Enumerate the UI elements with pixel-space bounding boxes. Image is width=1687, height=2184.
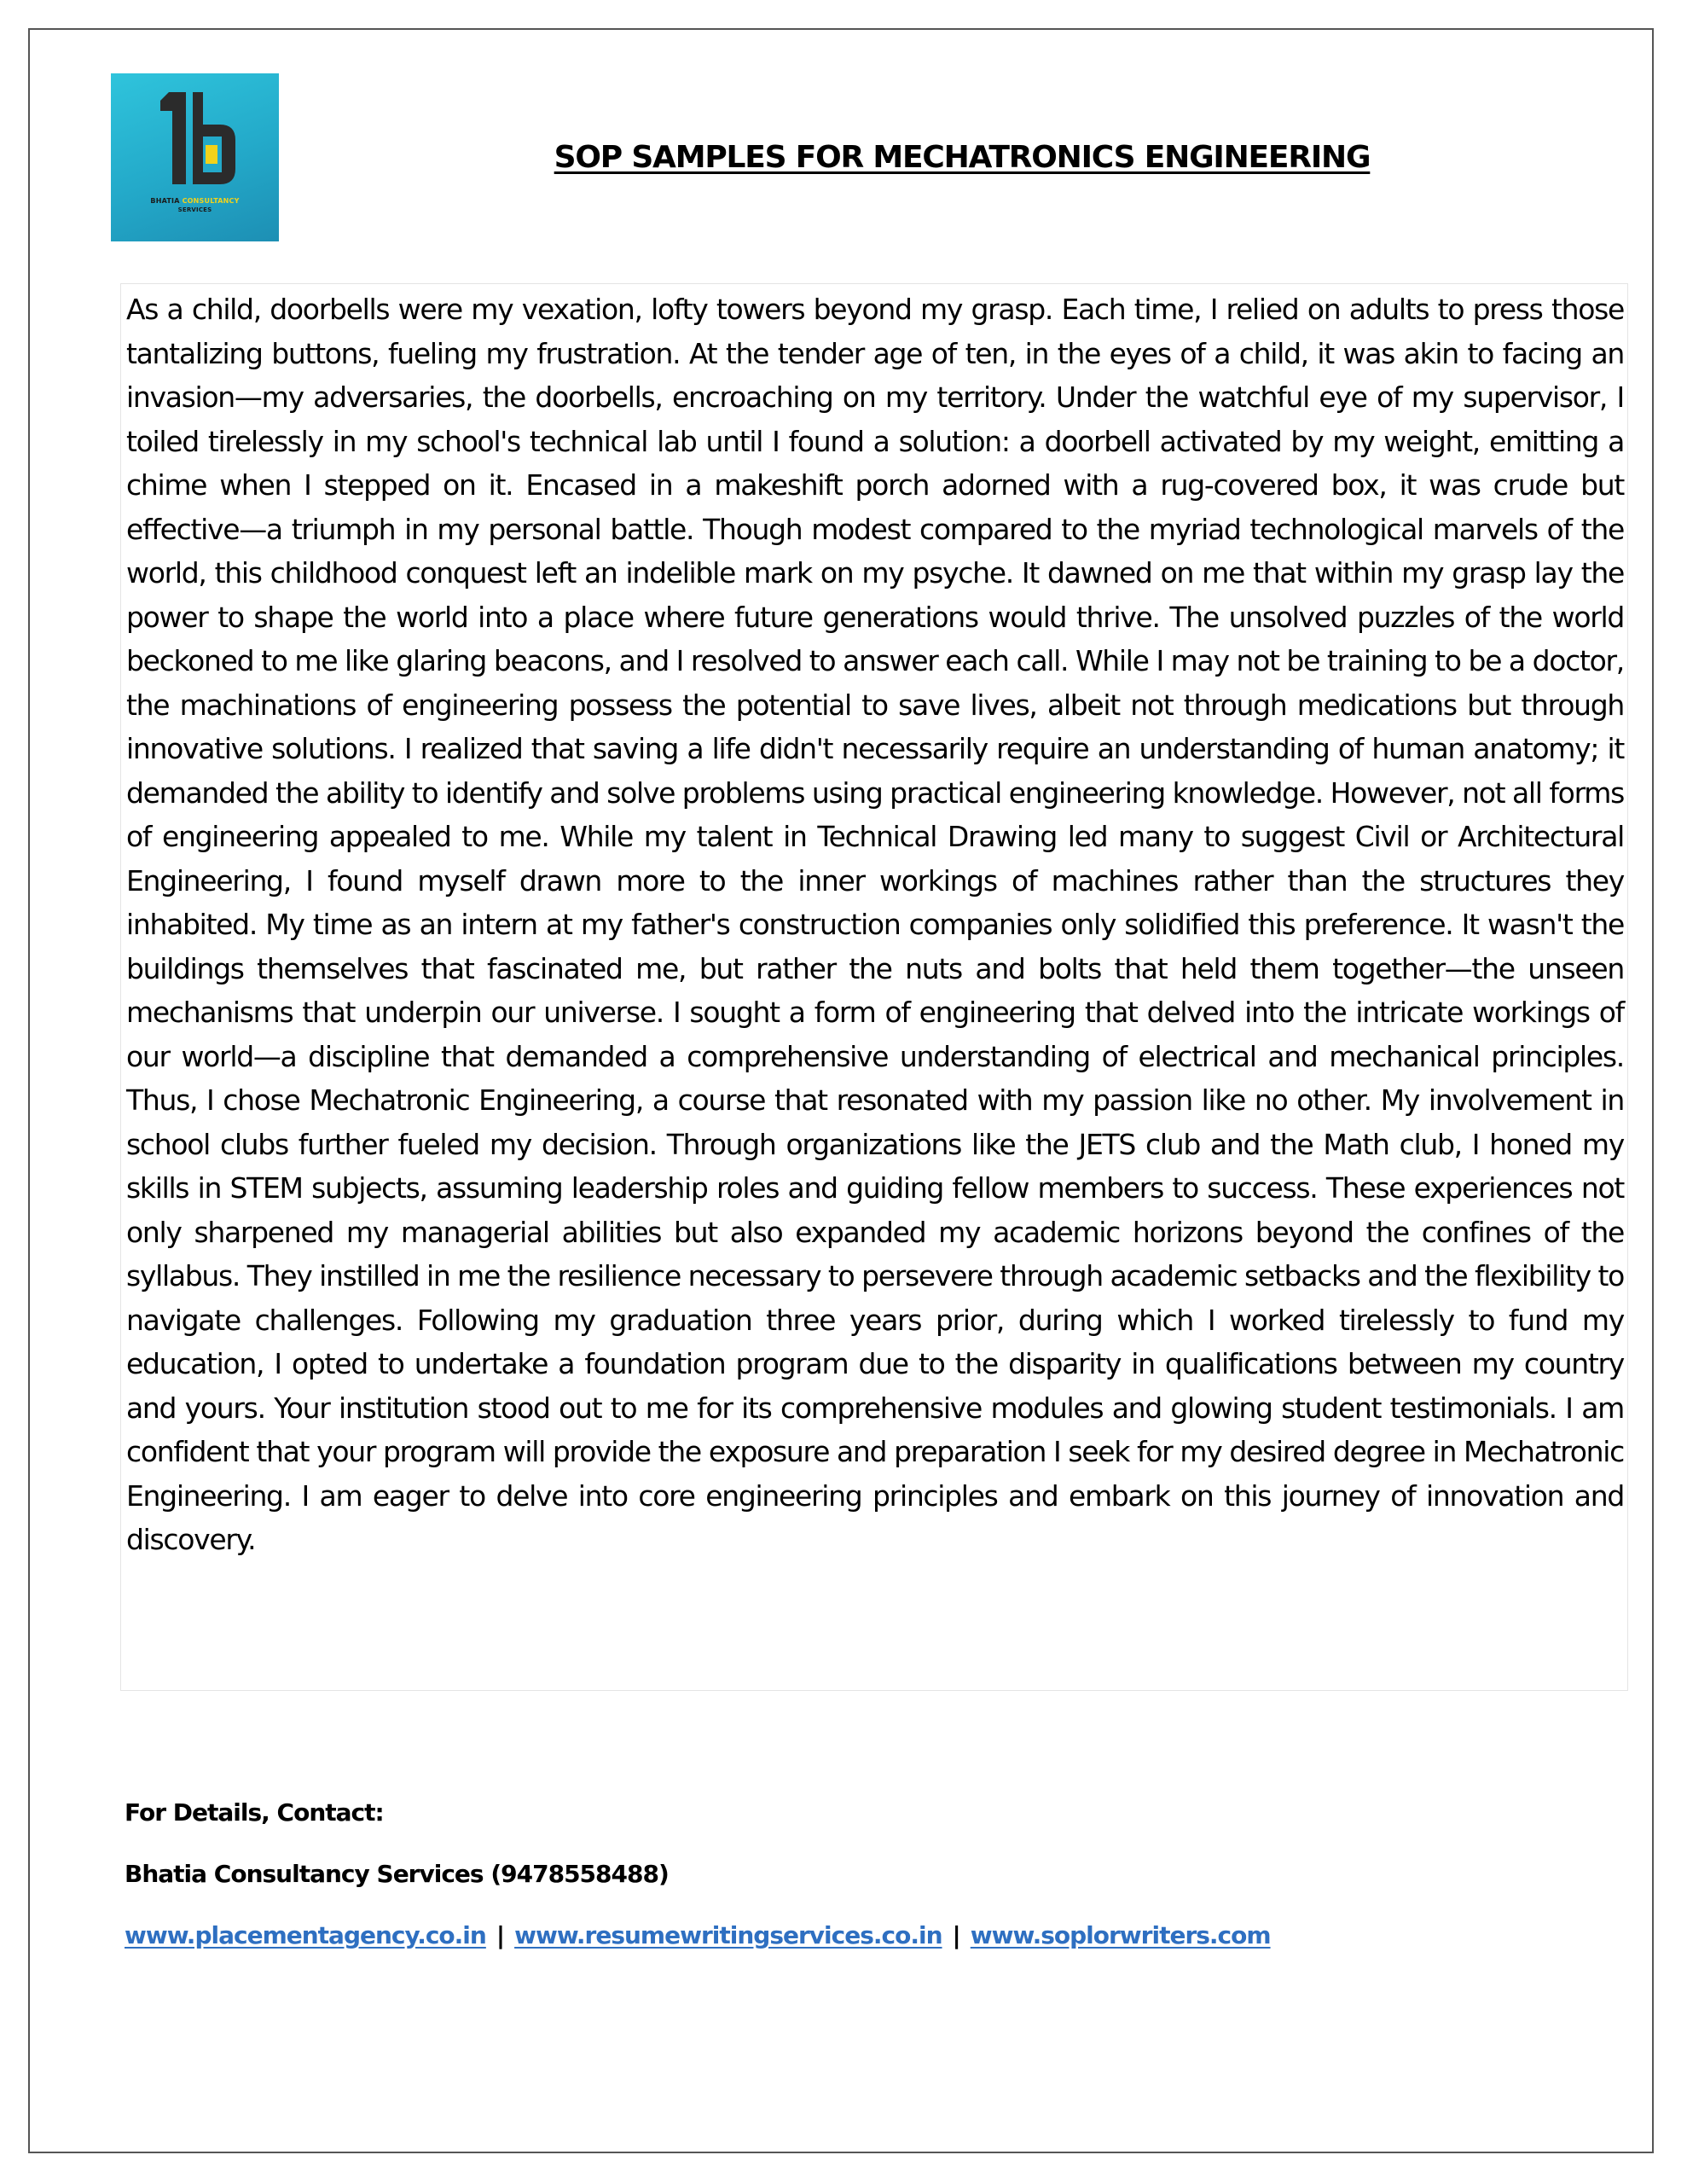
logo-caption-line1: BHATIA CONSULTANCY [150, 197, 240, 205]
link-placementagency[interactable]: www.placementagency.co.in [125, 1921, 486, 1949]
link-soplorwriters[interactable]: www.soplorwriters.com [970, 1921, 1271, 1949]
company-contact-line: Bhatia Consultancy Services (9478558488) [125, 1860, 669, 1888]
contact-label: For Details, Contact: [125, 1798, 384, 1827]
body-text-box [120, 283, 1628, 1691]
website-links [125, 1921, 1271, 1949]
company-logo [111, 73, 279, 241]
body-paragraph: As a child, doorbells were my vexation, lofty towers beyond my grasp. Each time, I relied on adults to press those tantalizing buttons, fueling my frustration. At the tender age of ten, in the eyes of a child, it was akin to facing an invasion—my adversaries, the doorbells, encroaching on my territory. Under the watchful eye of my supervisor, I toiled tirelessly in my school's technical lab until I found a solution: a doorbell activated by my weight, emitting a chime when I stepped on it. Encased in a makeshift porch adorned with a rug-covered box, it was crude but effective—a triumph in my personal battle. Though modest compared to the myriad technological marvels of the world, this childhood conquest left an indelible mark on my psyche. It dawned on me that within my grasp lay the power to shape the world into a place where future generations would thrive. The unsolved puzzles of the world beckoned to me like glaring beacons, and I resolved to answer each call. While I may not be training to be a doctor, the machinations of engineering possess the potential to save lives, albeit not through medications but through innovative solutions. I realized that saving a life didn't necessarily require an understanding of human anatomy; it demanded the ability to identify and solve problems using practical engineering knowledge. However, not all forms of engineering appealed to me. While my talent in Technical Drawing led many to suggest Civil or Architectural Engineering, I found myself drawn more to the inner workings of machines rather than the structures they inhabited. My time as an intern at my father's construction companies only solidified this preference. It wasn't the buildings themselves that fascinated me, but rather the nuts and bolts that held them together—the unseen mechanisms that underpin our universe. I sought a form of engineering that delved into the intricate workings of our world—a discipline that demanded a comprehensive understanding of electrical and mechanical principles. Thus, I chose Mechatronic Engineering, a course that resonated with my passion like no other. My involvement in school clubs further fueled my decision. Through organizations like the JETS club and the Math club, I honed my skills in STEM subjects, assuming leadership roles and guiding fellow members to success. These experiences not only sharpened my managerial abilities but also expanded my academic horizons beyond the confines of the syllabus. They instilled in me the resilience necessary to persevere through academic setbacks and the flexibility to navigate challenges. Following my graduation three years prior, during which I worked tirelessly to fund my education, I opted to undertake a foundation program due to the disparity in qualifications between my country and yours. Your institution stood out to me for its comprehensive modules and glowing student testimonials. I am confident that your program will provide the exposure and preparation I seek for my desired degree in Mechatronic Engineering. I am eager to delve into core engineering principles and embark on this journey of innovation and discovery. [126, 293, 1624, 1556]
link-separator: | [952, 1921, 960, 1949]
link-resumewritingservices[interactable]: www.resumewritingservices.co.in [514, 1921, 942, 1949]
link-separator: | [496, 1921, 505, 1949]
logo-mark-icon [111, 73, 279, 241]
document-title: SOP SAMPLES FOR MECHATRONICS ENGINEERING [554, 140, 1371, 175]
logo-caption-line2: SERVICES [177, 206, 212, 213]
